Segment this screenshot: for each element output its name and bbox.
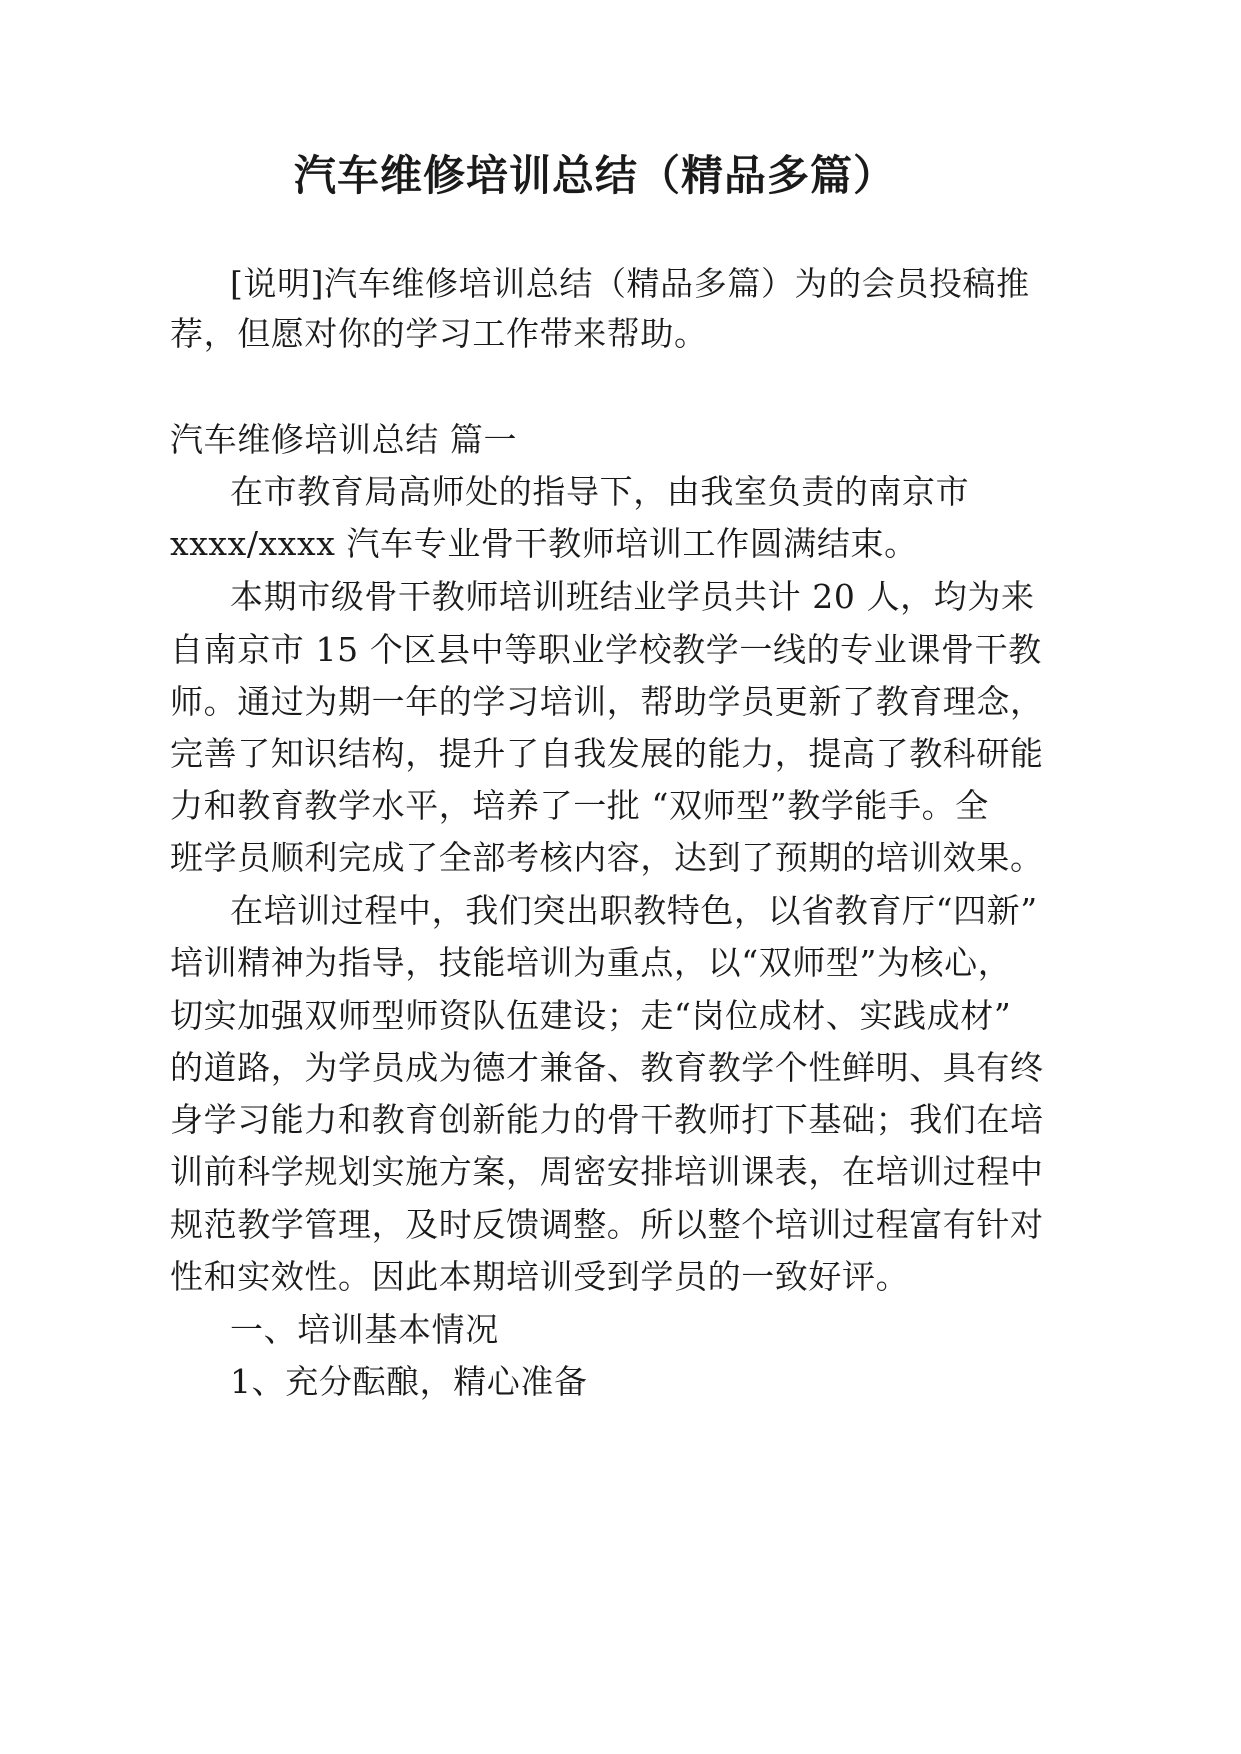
paragraph-2-line-6: 班学员顺利完成了全部考核内容，达到了预期的培训效果。 <box>170 838 1044 877</box>
paragraph-3-line-5: 身学习能力和教育创新能力的骨干教师打下基础；我们在培 <box>170 1100 1044 1139</box>
paragraph-3-line-4: 的道路，为学员成为德才兼备、教育教学个性鲜明、具有终 <box>170 1048 1044 1087</box>
intro-line-2: 荐，但愿对你的学习工作带来帮助。 <box>170 314 708 353</box>
document-title: 汽车维修培训总结（精品多篇） <box>293 151 896 200</box>
paragraph-3-line-8: 性和实效性。因此本期培训受到学员的一致好评。 <box>170 1257 910 1296</box>
intro-line-1: [说明]汽车维修培训总结（精品多篇）为的会员投稿推 <box>230 264 1030 303</box>
paragraph-3-line-2: 培训精神为指导，技能培训为重点，以“双师型”为核心， <box>170 943 1012 982</box>
paragraph-2-line-5: 力和教育教学水平，培养了一批 “双师型”教学能手。全 <box>170 786 989 825</box>
paragraph-1-line-1: 在市教育局高师处的指导下，由我室负责的南京市 <box>230 472 970 511</box>
section-heading: 汽车维修培训总结 篇一 <box>170 420 518 459</box>
heading-1-1: 1、充分酝酿，精心准备 <box>230 1362 588 1401</box>
paragraph-2-line-2: 自南京市 15 个区县中等职业学校教学一线的专业课骨干教 <box>170 630 1042 669</box>
paragraph-3-line-7: 规范教学管理，及时反馈调整。所以整个培训过程富有针对 <box>170 1205 1044 1244</box>
heading-1: 一、培训基本情况 <box>230 1310 499 1349</box>
paragraph-1-line-2: xxxx/xxxx 汽车专业骨干教师培训工作圆满结束。 <box>170 524 918 563</box>
paragraph-2-line-4: 完善了知识结构，提升了自我发展的能力，提高了教科研能 <box>170 734 1044 773</box>
paragraph-2-line-3: 师。通过为期一年的学习培训，帮助学员更新了教育理念， <box>170 682 1044 721</box>
paragraph-3-line-6: 训前科学规划实施方案，周密安排培训课表，在培训过程中 <box>170 1152 1044 1191</box>
paragraph-2-line-1: 本期市级骨干教师培训班结业学员共计 20 人，均为来 <box>230 577 1035 616</box>
paragraph-3-line-3: 切实加强双师型师资队伍建设；走“岗位成材、实践成材” <box>170 996 1012 1035</box>
paragraph-3-line-1: 在培训过程中，我们突出职教特色，以省教育厅“四新” <box>230 891 1038 930</box>
